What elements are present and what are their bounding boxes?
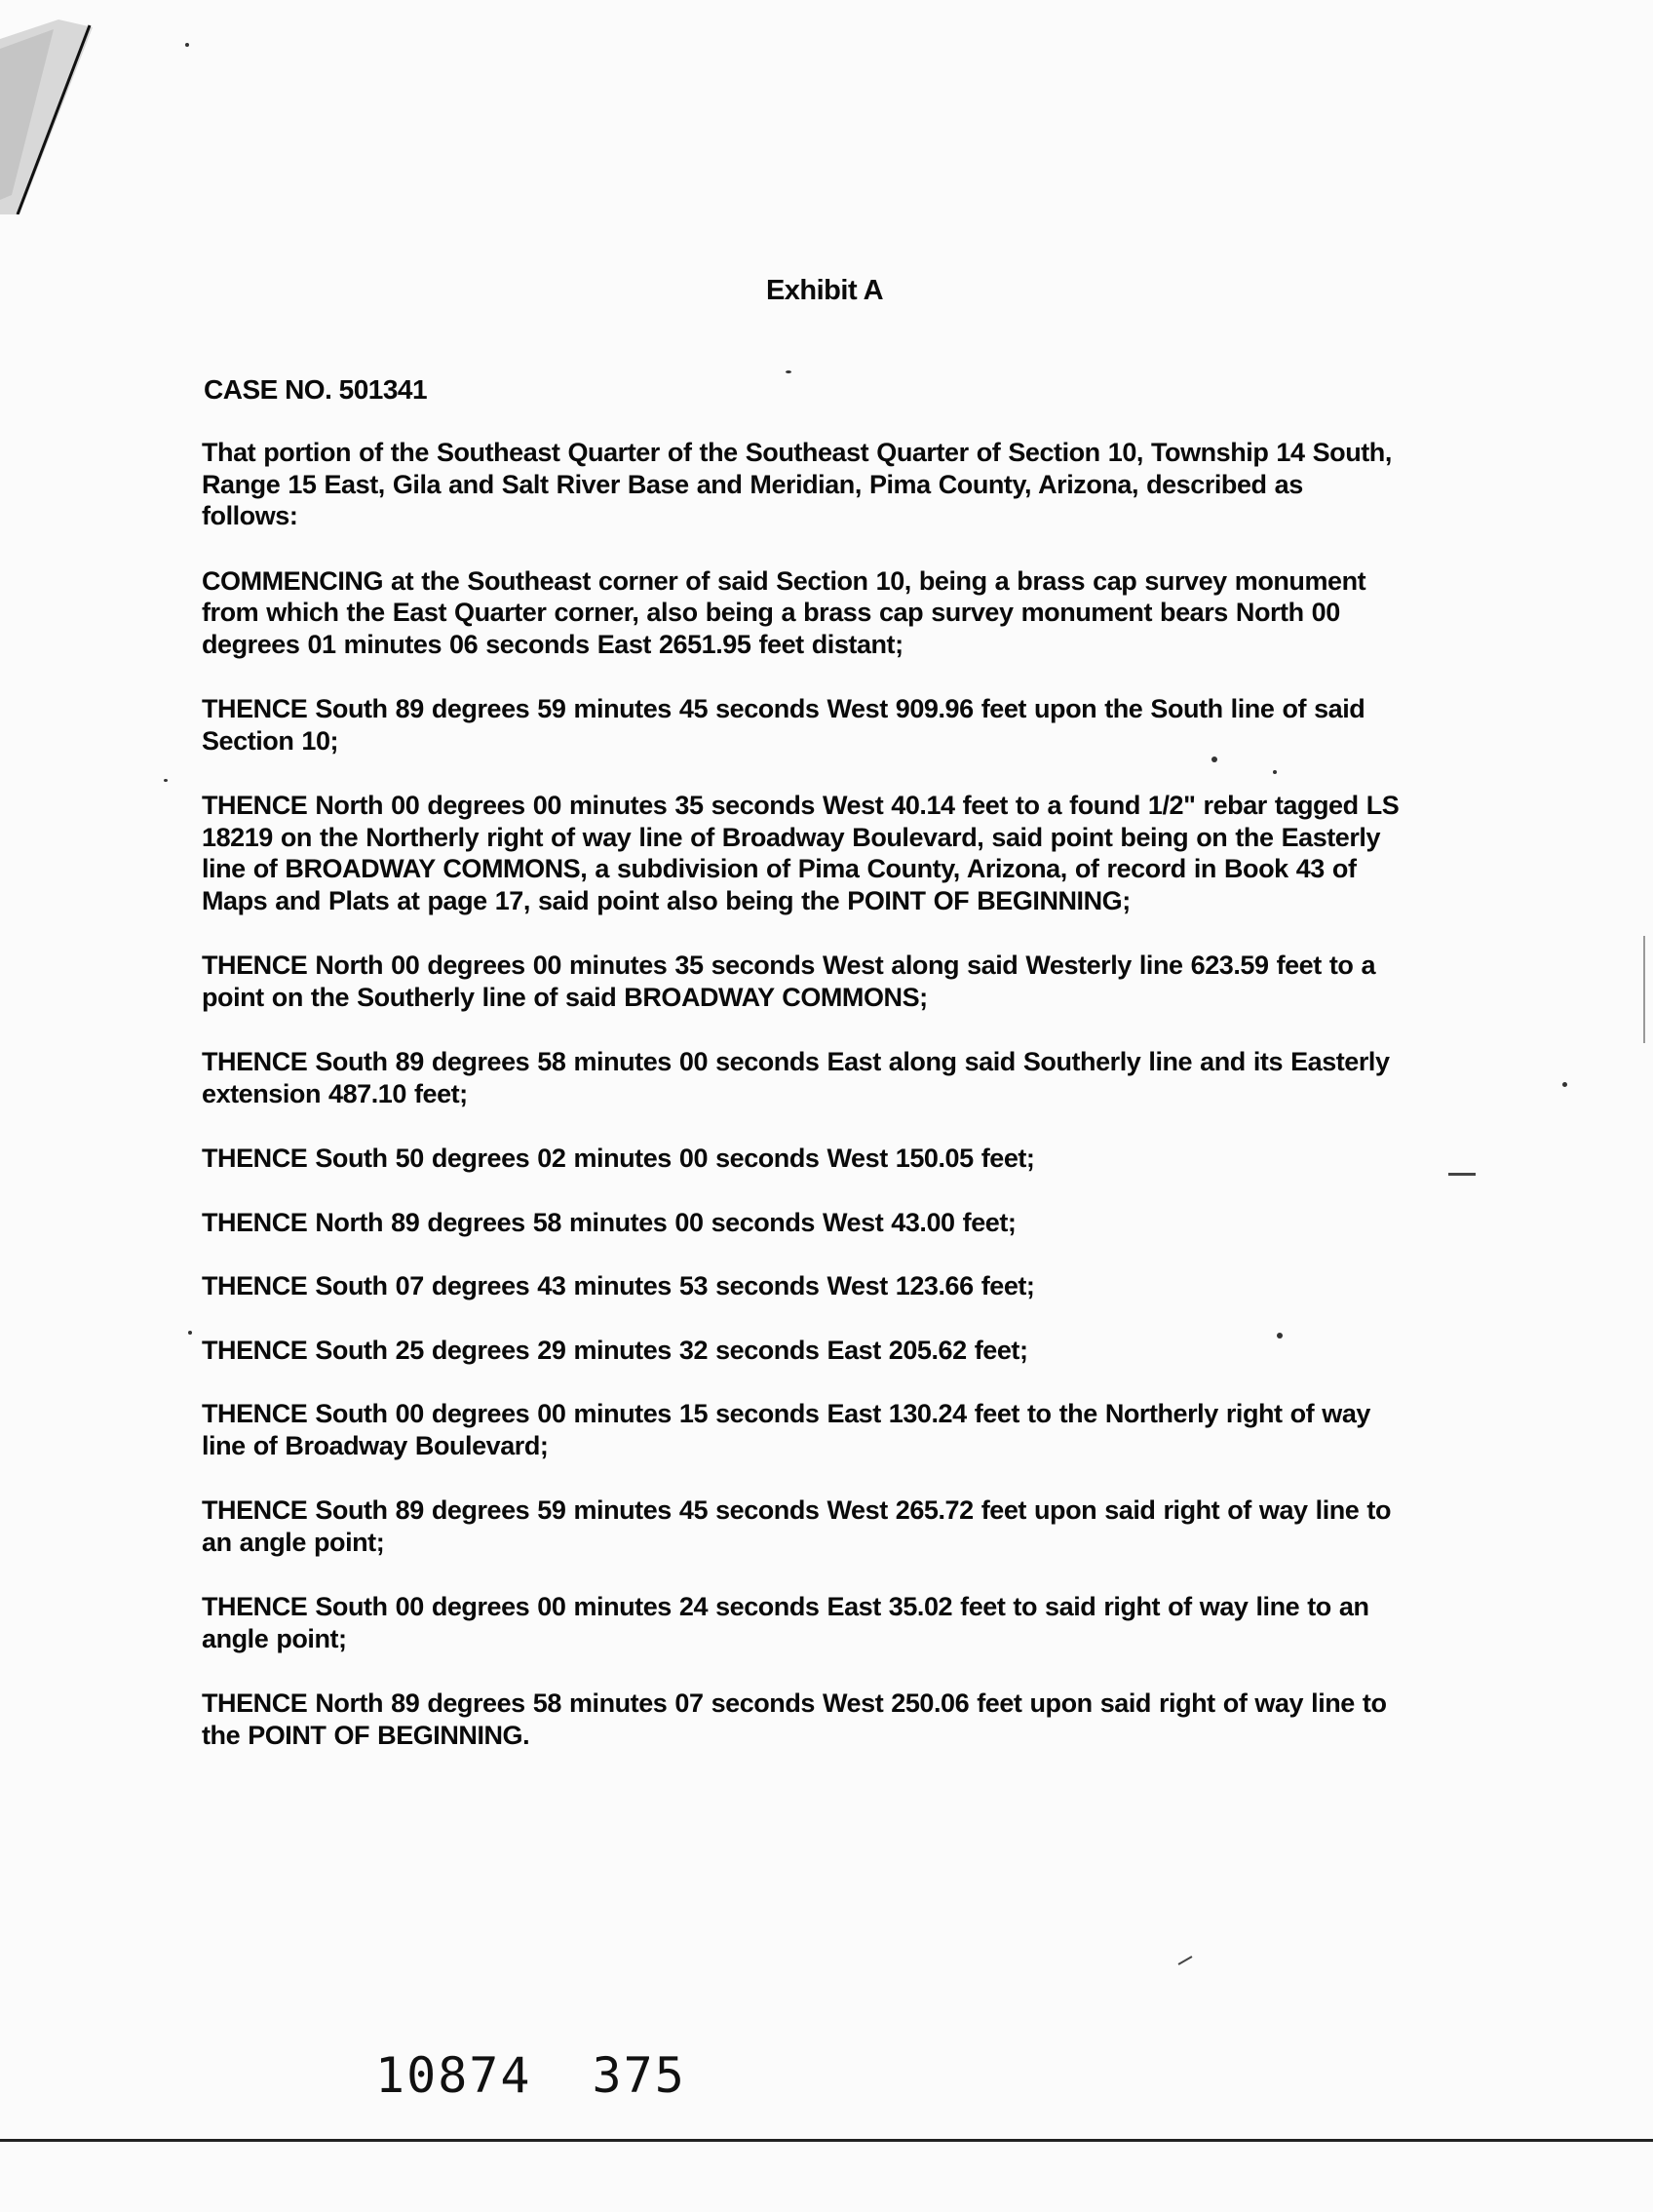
page-number: 375: [592, 2047, 686, 2104]
scan-speck: [188, 1331, 192, 1335]
book-number: 10874: [375, 2047, 532, 2104]
scan-corner-shadow: [0, 19, 93, 214]
scan-speck: [786, 370, 791, 373]
case-number: CASE NO. 501341: [204, 374, 428, 405]
scan-speck: [1562, 1082, 1567, 1087]
paragraph-course-5: THENCE South 50 degrees 02 minutes 00 seconds West 150.05 feet;: [202, 1144, 1035, 1173]
page-title: Exhibit A: [765, 275, 884, 306]
paragraph-course-7: THENCE South 07 degrees 43 minutes 53 seconds West 123.66 feet;: [202, 1271, 1035, 1300]
paragraph-commencing: COMMENCING at the Southeast corner of said Section 10, being a brass cap survey monument from which the East Quarter corner, also being a brass cap survey monument bears North 00 degrees 01 minutes 06 seconds East 2651.95 feet distant;: [202, 565, 1366, 659]
paragraph-course-2: THENCE North 00 degrees 00 minutes 35 seconds West 40.14 feet to a found 1/2" rebar tagged LS 18219 on the Northerly right of way line of Broadway Boulevard, said point being on the Easterly line of BROADWAY COMMONS, a subdivision of Pima County, Arizona, of record in Book 43 of Maps and Plats at page 17, said point also being the POINT OF BEGINNING;: [202, 791, 1400, 915]
recording-reference: [375, 2047, 686, 2104]
scan-dash: [1178, 1956, 1193, 1965]
scan-dash: [1448, 1173, 1476, 1176]
scan-speck: [1273, 770, 1277, 774]
paragraph-course-8: THENCE South 25 degrees 29 minutes 32 seconds East 205.62 feet;: [202, 1335, 1028, 1365]
scan-speck: [1211, 757, 1217, 762]
paragraph-intro: That portion of the Southeast Quarter of the Southeast Quarter of Section 10, Township 14 South, Range 15 East, Gila and Salt River Base and Meridian, Pima County, Arizona, described as follows:: [202, 438, 1392, 530]
scan-dash: [1643, 936, 1645, 1043]
paragraph-course-11: THENCE South 00 degrees 00 minutes 24 seconds East 35.02 feet to said right of way line to an angle point;: [202, 1592, 1369, 1653]
paragraph-course-4: THENCE South 89 degrees 58 minutes 00 seconds East along said Southerly line and its Easterly extension 487.10 feet;: [202, 1047, 1390, 1108]
scan-speck: [185, 43, 189, 47]
paragraph-course-3: THENCE North 00 degrees 00 minutes 35 seconds West along said Westerly line 623.59 feet to a point on the Southerly line of said BROADWAY COMMONS;: [202, 951, 1376, 1012]
paragraph-course-9: THENCE South 00 degrees 00 minutes 15 seconds East 130.24 feet to the Northerly right of way line of Broadway Boulevard;: [202, 1399, 1370, 1460]
legal-description: [202, 437, 1401, 1784]
paragraph-course-10: THENCE South 89 degrees 59 minutes 45 seconds West 265.72 feet upon said right of way line to an angle point;: [202, 1495, 1391, 1557]
paragraph-course-6: THENCE North 89 degrees 58 minutes 00 seconds West 43.00 feet;: [202, 1207, 1017, 1237]
paragraph-course-12: THENCE North 89 degrees 58 minutes 07 seconds West 250.06 feet upon said right of way line to the POINT OF BEGINNING.: [202, 1688, 1387, 1750]
paragraph-course-1: THENCE South 89 degrees 59 minutes 45 seconds West 909.96 feet upon the South line of said Section 10;: [202, 694, 1365, 756]
scan-speck: [1277, 1333, 1283, 1339]
bottom-rule: [0, 2139, 1653, 2142]
scan-speck: [164, 779, 168, 782]
